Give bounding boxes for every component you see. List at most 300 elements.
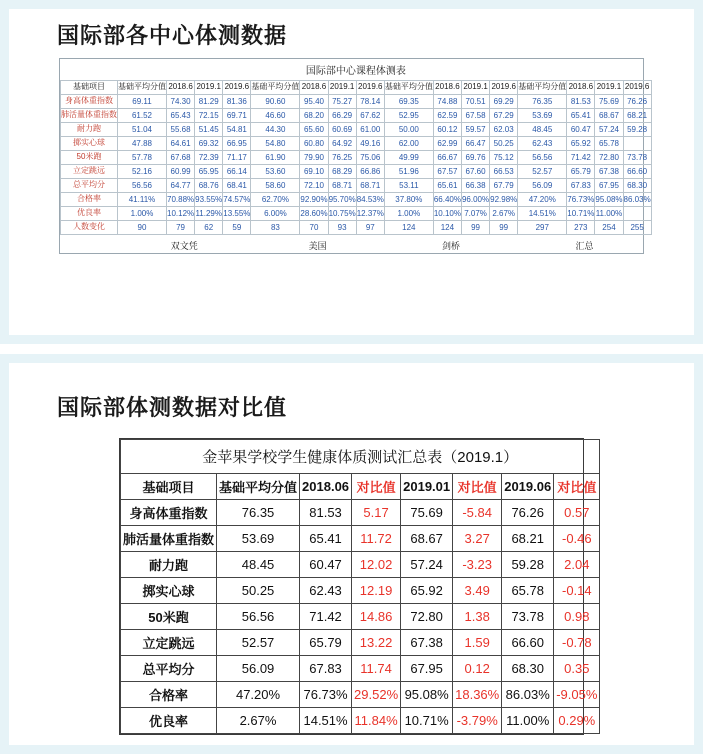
cell: 46.60	[251, 109, 300, 123]
cell: 69.76	[461, 151, 489, 165]
cell: 65.92	[567, 137, 595, 151]
summary-cell-delta3: 2.04	[554, 552, 600, 578]
cell: 75.06	[356, 151, 384, 165]
footer-label-1: 美国	[308, 241, 327, 251]
table-row	[121, 604, 600, 630]
cell: 69.10	[300, 165, 328, 179]
summary-table-title: 金苹果学校学生健康体质测试汇总表（2019.1）	[121, 440, 600, 474]
table-row	[61, 151, 652, 165]
cell: 54.80	[251, 137, 300, 151]
cell: 68.20	[300, 109, 328, 123]
cell: 75.69	[595, 95, 623, 109]
cell: 62	[195, 221, 223, 235]
cell: 297	[518, 221, 567, 235]
cell: 62.00	[384, 137, 433, 151]
cell: 90.60	[251, 95, 300, 109]
summary-cell-2019-06: 68.21	[502, 526, 554, 552]
cell: 49.16	[356, 137, 384, 151]
summary-cell-delta3: 0.29%	[554, 708, 600, 734]
cell: 67.95	[595, 179, 623, 193]
cell: 70	[300, 221, 328, 235]
table-row	[121, 682, 600, 708]
cell: 68.41	[223, 179, 251, 193]
cell: 93.55%	[195, 193, 223, 207]
cell: 78.14	[356, 95, 384, 109]
summary-title-row	[121, 440, 600, 474]
summary-cell-delta1: 11.84%	[352, 708, 401, 734]
cell: 37.80%	[384, 193, 433, 207]
cell: 52.57	[518, 165, 567, 179]
cell: 66.67	[433, 151, 461, 165]
cell: 75.12	[490, 151, 518, 165]
summary-cell-delta3: 0.98	[554, 604, 600, 630]
cell: 53.69	[518, 109, 567, 123]
cell: 99	[461, 221, 489, 235]
summary-cell-delta3: -0.78	[554, 630, 600, 656]
cell: 47.88	[118, 137, 167, 151]
summary-cell-delta2: 1.38	[453, 604, 502, 630]
cell: 66.14	[223, 165, 251, 179]
summary-cell-base: 53.69	[217, 526, 300, 552]
cell: 1.00%	[384, 207, 433, 221]
cell: 92.98%	[490, 193, 518, 207]
cell: 67.79	[490, 179, 518, 193]
cell: 66.38	[461, 179, 489, 193]
summary-cell-delta2: -5.84	[453, 500, 502, 526]
summary-cell-base: 2.67%	[217, 708, 300, 734]
summary-col-header-2: 2018.06	[300, 474, 352, 500]
cell: 50.25	[490, 137, 518, 151]
col-header-12: 2019.6	[490, 81, 518, 95]
cell: 52.16	[118, 165, 167, 179]
cell: 66.29	[328, 109, 356, 123]
summary-cell-2019-06: 68.30	[502, 656, 554, 682]
cell: 62.70%	[251, 193, 300, 207]
summary-row-label: 总平均分	[121, 656, 217, 682]
cell: 60.47	[567, 123, 595, 137]
summary-cell-2019-06: 59.28	[502, 552, 554, 578]
cell: 67.60	[461, 165, 489, 179]
table-row	[61, 137, 652, 151]
cell: 73.78	[623, 151, 651, 165]
cell: 55.68	[167, 123, 195, 137]
table-row	[121, 578, 600, 604]
center-fitness-table-wrapper	[59, 58, 651, 254]
summary-cell-base: 76.35	[217, 500, 300, 526]
cell: 65.79	[567, 165, 595, 179]
cell: 124	[384, 221, 433, 235]
cell: 69.32	[195, 137, 223, 151]
table-row	[61, 179, 652, 193]
cell: 84.53%	[356, 193, 384, 207]
table-row	[121, 630, 600, 656]
cell: 76.73%	[567, 193, 595, 207]
cell: 74.57%	[223, 193, 251, 207]
cell: 72.10	[300, 179, 328, 193]
summary-cell-base: 50.25	[217, 578, 300, 604]
cell: 50.00	[384, 123, 433, 137]
cell: 72.39	[195, 151, 223, 165]
cell: 67.29	[490, 109, 518, 123]
table-row	[61, 193, 652, 207]
cell: 93	[328, 221, 356, 235]
cell: 60.69	[328, 123, 356, 137]
summary-row-label: 耐力跑	[121, 552, 217, 578]
summary-cell-2019-06: 11.00%	[502, 708, 554, 734]
col-header-14: 2018.6	[567, 81, 595, 95]
cell: 28.60%	[300, 207, 328, 221]
summary-cell-2018: 71.42	[300, 604, 352, 630]
footer-label-3: 汇总	[575, 241, 594, 251]
col-header-16: 2019.6	[623, 81, 651, 95]
cell: 72.15	[195, 109, 223, 123]
cell: 273	[567, 221, 595, 235]
col-header-1: 基础平均分值	[118, 81, 167, 95]
summary-cell-2019-01: 75.69	[401, 500, 453, 526]
cell: 1.00%	[118, 207, 167, 221]
cell: 59	[223, 221, 251, 235]
summary-row-label: 合格率	[121, 682, 217, 708]
summary-cell-delta3: -0.14	[554, 578, 600, 604]
col-header-2: 2018.6	[167, 81, 195, 95]
summary-cell-base: 52.57	[217, 630, 300, 656]
cell: 58.60	[251, 179, 300, 193]
cell: 65.61	[433, 179, 461, 193]
cell: 81.29	[195, 95, 223, 109]
cell: 69.29	[490, 95, 518, 109]
table-footer-row	[61, 235, 652, 254]
cell: 99	[490, 221, 518, 235]
cell: 124	[433, 221, 461, 235]
cell: 254	[595, 221, 623, 235]
summary-row-label: 掷实心球	[121, 578, 217, 604]
summary-cell-2019-01: 95.08%	[401, 682, 453, 708]
summary-table	[120, 439, 600, 734]
cell: 68.76	[195, 179, 223, 193]
table-row	[121, 656, 600, 682]
summary-row-label: 肺活量体重指数	[121, 526, 217, 552]
cell: 41.11%	[118, 193, 167, 207]
cell: 72.80	[595, 151, 623, 165]
cell: 14.51%	[518, 207, 567, 221]
cell: 60.99	[167, 165, 195, 179]
col-header-7: 2019.1	[328, 81, 356, 95]
cell: 68.71	[328, 179, 356, 193]
summary-cell-base: 56.56	[217, 604, 300, 630]
summary-header-row	[121, 474, 600, 500]
summary-col-header-5: 对比值	[453, 474, 502, 500]
center-fitness-table	[60, 59, 652, 253]
col-header-11: 2019.1	[461, 81, 489, 95]
summary-cell-delta2: 3.49	[453, 578, 502, 604]
cell: 65.78	[595, 137, 623, 151]
summary-cell-delta1: 14.86	[352, 604, 401, 630]
table-row	[121, 500, 600, 526]
summary-col-header-1: 基础平均分值	[217, 474, 300, 500]
cell: 71.17	[223, 151, 251, 165]
cell: 70.88%	[167, 193, 195, 207]
summary-cell-2019-06: 86.03%	[502, 682, 554, 708]
cell: 44.30	[251, 123, 300, 137]
cell: 67.62	[356, 109, 384, 123]
table-header-row	[61, 81, 652, 95]
cell: 61.90	[251, 151, 300, 165]
footer-label-2: 剑桥	[442, 241, 461, 251]
cell: 79.90	[300, 151, 328, 165]
summary-col-header-4: 2019.01	[401, 474, 453, 500]
table-row	[121, 552, 600, 578]
table-row	[61, 221, 652, 235]
cell: 62.03	[490, 123, 518, 137]
col-header-5: 基础平均分值	[251, 81, 300, 95]
cell: 66.53	[490, 165, 518, 179]
table-row	[61, 123, 652, 137]
summary-cell-2018: 60.47	[300, 552, 352, 578]
table-row	[61, 165, 652, 179]
summary-cell-delta1: 5.17	[352, 500, 401, 526]
cell: 69.11	[118, 95, 167, 109]
table-row	[121, 708, 600, 734]
table-row	[61, 207, 652, 221]
cell: 47.20%	[518, 193, 567, 207]
cell: 67.58	[461, 109, 489, 123]
cell: 66.47	[461, 137, 489, 151]
cell: 61.52	[118, 109, 167, 123]
cell: 62.43	[518, 137, 567, 151]
summary-cell-delta1: 29.52%	[352, 682, 401, 708]
summary-row-label: 立定跳远	[121, 630, 217, 656]
cell: 56.09	[518, 179, 567, 193]
row-label: 立定跳远	[61, 165, 118, 179]
summary-cell-2019-01: 67.95	[401, 656, 453, 682]
cell: 68.71	[356, 179, 384, 193]
cell: 70.51	[461, 95, 489, 109]
cell: 56.56	[518, 151, 567, 165]
summary-cell-delta1: 12.02	[352, 552, 401, 578]
summary-cell-2019-01: 72.80	[401, 604, 453, 630]
summary-cell-delta2: -3.23	[453, 552, 502, 578]
summary-cell-base: 47.20%	[217, 682, 300, 708]
summary-cell-2018: 65.79	[300, 630, 352, 656]
col-header-4: 2019.6	[223, 81, 251, 95]
summary-cell-2019-01: 67.38	[401, 630, 453, 656]
cell: 255	[623, 221, 651, 235]
summary-cell-2018: 76.73%	[300, 682, 352, 708]
cell: 59.28	[623, 123, 651, 137]
cell: 48.45	[518, 123, 567, 137]
summary-cell-delta2: 3.27	[453, 526, 502, 552]
cell: 10.10%	[433, 207, 461, 221]
col-header-3: 2019.1	[195, 81, 223, 95]
cell: 95.70%	[328, 193, 356, 207]
row-label: 50米跑	[61, 151, 118, 165]
cell: 65.43	[167, 109, 195, 123]
cell: 68.21	[623, 109, 651, 123]
summary-cell-delta3: -9.05%	[554, 682, 600, 708]
summary-cell-2018: 81.53	[300, 500, 352, 526]
summary-cell-delta2: 1.59	[453, 630, 502, 656]
summary-cell-delta3: 0.35	[554, 656, 600, 682]
cell: 96.00%	[461, 193, 489, 207]
cell: 71.42	[567, 151, 595, 165]
slide-top	[0, 0, 703, 344]
cell: 67.38	[595, 165, 623, 179]
summary-cell-2019-01: 57.24	[401, 552, 453, 578]
row-label: 肺活量体重指数	[61, 109, 118, 123]
footer-label-0: 双文凭	[170, 241, 198, 251]
cell: 69.71	[223, 109, 251, 123]
cell: 90	[118, 221, 167, 235]
cell: 95.08%	[595, 193, 623, 207]
cell: 10.12%	[167, 207, 195, 221]
cell: 81.53	[567, 95, 595, 109]
cell-empty	[623, 137, 651, 151]
summary-cell-delta3: -0.46	[554, 526, 600, 552]
summary-cell-2019-01: 10.71%	[401, 708, 453, 734]
cell: 61.00	[356, 123, 384, 137]
cell: 66.40%	[433, 193, 461, 207]
cell: 52.95	[384, 109, 433, 123]
summary-cell-2019-01: 65.92	[401, 578, 453, 604]
summary-cell-2018: 65.41	[300, 526, 352, 552]
cell: 65.60	[300, 123, 328, 137]
cell: 74.88	[433, 95, 461, 109]
cell: 10.71%	[567, 207, 595, 221]
table-title-row	[61, 59, 652, 81]
col-header-8: 2019.6	[356, 81, 384, 95]
row-label: 优良率	[61, 207, 118, 221]
col-header-6: 2018.6	[300, 81, 328, 95]
col-header-0: 基础项目	[61, 81, 118, 95]
col-header-9: 基础平均分值	[384, 81, 433, 95]
cell: 68.67	[595, 109, 623, 123]
cell: 67.68	[167, 151, 195, 165]
cell: 59.57	[461, 123, 489, 137]
cell: 76.35	[518, 95, 567, 109]
row-label: 人数变化	[61, 221, 118, 235]
row-label: 掷实心球	[61, 137, 118, 151]
cell: 11.29%	[195, 207, 223, 221]
col-header-13: 基础平均分值	[518, 81, 567, 95]
cell: 68.30	[623, 179, 651, 193]
cell: 76.25	[328, 151, 356, 165]
cell: 75.27	[328, 95, 356, 109]
summary-cell-2018: 14.51%	[300, 708, 352, 734]
cell: 95.40	[300, 95, 328, 109]
cell: 62.99	[433, 137, 461, 151]
slide-bottom-title: 国际部体测数据对比值	[57, 395, 288, 420]
cell: 51.04	[118, 123, 167, 137]
slide-top-title: 国际部各中心体测数据	[57, 23, 288, 48]
cell: 79	[167, 221, 195, 235]
summary-col-header-3: 对比值	[352, 474, 401, 500]
cell: 64.77	[167, 179, 195, 193]
cell: 86.03%	[623, 193, 651, 207]
cell: 66.86	[356, 165, 384, 179]
cell: 57.78	[118, 151, 167, 165]
center-fitness-table-title: 国际部中心课程体测表	[61, 59, 652, 81]
summary-cell-2019-06: 65.78	[502, 578, 554, 604]
cell: 65.41	[567, 109, 595, 123]
cell-empty	[623, 207, 651, 221]
cell: 51.96	[384, 165, 433, 179]
summary-cell-delta1: 12.19	[352, 578, 401, 604]
summary-cell-base: 56.09	[217, 656, 300, 682]
cell: 53.60	[251, 165, 300, 179]
cell: 6.00%	[251, 207, 300, 221]
summary-cell-2019-01: 68.67	[401, 526, 453, 552]
cell: 83	[251, 221, 300, 235]
row-label: 耐力跑	[61, 123, 118, 137]
summary-cell-2019-06: 73.78	[502, 604, 554, 630]
summary-cell-delta1: 11.72	[352, 526, 401, 552]
cell: 57.24	[595, 123, 623, 137]
cell: 67.83	[567, 179, 595, 193]
cell: 49.99	[384, 151, 433, 165]
summary-cell-delta1: 11.74	[352, 656, 401, 682]
cell: 13.55%	[223, 207, 251, 221]
col-header-15: 2019.1	[595, 81, 623, 95]
cell: 76.26	[623, 95, 651, 109]
cell: 81.36	[223, 95, 251, 109]
cell: 60.12	[433, 123, 461, 137]
cell: 64.61	[167, 137, 195, 151]
cell: 2.67%	[490, 207, 518, 221]
cell: 74.30	[167, 95, 195, 109]
cell: 62.59	[433, 109, 461, 123]
cell: 60.80	[300, 137, 328, 151]
row-label: 身高体重指数	[61, 95, 118, 109]
summary-col-header-7: 对比值	[554, 474, 600, 500]
summary-col-header-0: 基础项目	[121, 474, 217, 500]
summary-cell-delta3: 0.57	[554, 500, 600, 526]
cell: 68.29	[328, 165, 356, 179]
summary-row-label: 身高体重指数	[121, 500, 217, 526]
summary-cell-2019-06: 76.26	[502, 500, 554, 526]
summary-cell-2018: 62.43	[300, 578, 352, 604]
cell: 64.92	[328, 137, 356, 151]
center-fitness-table-body	[61, 95, 652, 235]
table-row	[61, 109, 652, 123]
slide-bottom	[0, 354, 703, 754]
table-row	[121, 526, 600, 552]
table-row	[61, 95, 652, 109]
summary-cell-2018: 67.83	[300, 656, 352, 682]
cell: 54.81	[223, 123, 251, 137]
cell: 56.56	[118, 179, 167, 193]
col-header-10: 2018.6	[433, 81, 461, 95]
summary-cell-delta1: 13.22	[352, 630, 401, 656]
cell: 66.95	[223, 137, 251, 151]
summary-col-header-6: 2019.06	[502, 474, 554, 500]
summary-cell-2019-06: 66.60	[502, 630, 554, 656]
summary-row-label: 优良率	[121, 708, 217, 734]
cell: 11.00%	[595, 207, 623, 221]
summary-cell-delta2: -3.79%	[453, 708, 502, 734]
row-label: 合格率	[61, 193, 118, 207]
cell: 92.90%	[300, 193, 328, 207]
cell: 7.07%	[461, 207, 489, 221]
cell: 67.57	[433, 165, 461, 179]
cell: 69.35	[384, 95, 433, 109]
cell: 10.75%	[328, 207, 356, 221]
summary-table-wrapper	[119, 438, 598, 735]
summary-cell-delta2: 0.12	[453, 656, 502, 682]
cell: 97	[356, 221, 384, 235]
summary-cell-delta2: 18.36%	[453, 682, 502, 708]
cell: 65.95	[195, 165, 223, 179]
cell: 53.11	[384, 179, 433, 193]
